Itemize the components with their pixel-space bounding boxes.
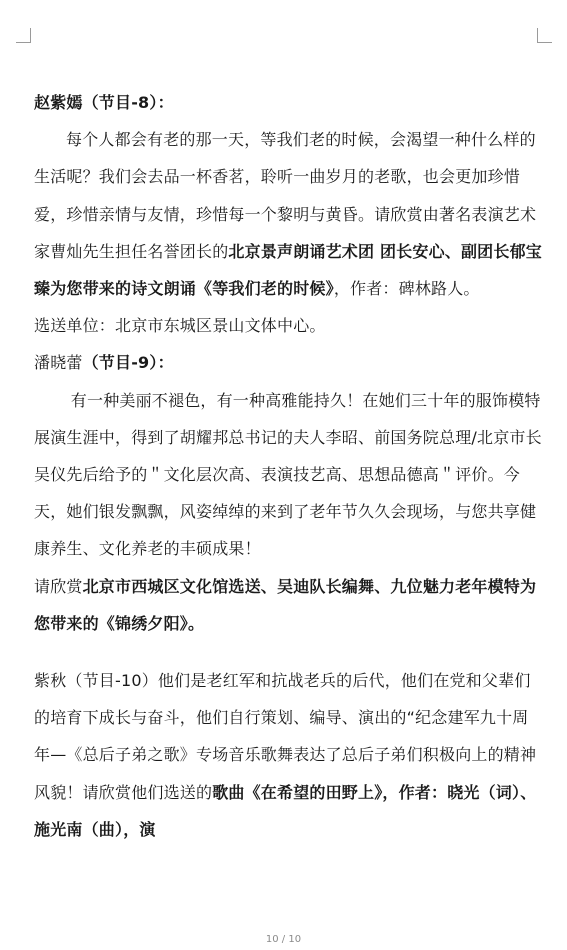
presenter-name: 潘晓蕾 (34, 353, 83, 373)
paragraph-text: 每个人都会有老的那一天，等我们老的时候，会渴望一种什么样的生活呢？我们会去品一杯香茗，聆听一曲岁月的老歌，也会更加珍惜爱，珍惜亲情与友情，珍惜每一个黎明与黄昏。请欣赏由著名表演艺术家曹灿先生担任名誉团长的 (34, 130, 537, 261)
program-label: （节目-9）： (82, 353, 174, 373)
invite-prefix: 请欣赏 (34, 576, 83, 596)
page-number-indicator: 10 / 10 (265, 934, 302, 945)
submitting-unit-line: 选送单位：北京市东城区景山文体中心。 (34, 316, 326, 336)
invite-bold-text: 北京市西城区文化馆选送、吴迪队长编舞、九位魅力老年模特为您带来的《锦绣夕阳》。 (34, 576, 537, 633)
paragraph-bold-text: 北京景声朗诵艺术团 团长安心、副团长郁宝臻为您带来的诗文朗诵《等我们老的时候》 (34, 241, 542, 299)
paragraph-text: 紫秋（节目-10）他们是老红军和抗战老兵的后代，他们在党和父辈们的培育下成长与奋斗，他们自行策划、编导、演出的“纪念建军九十周年—《总后子弟之歌》专场音乐歌舞表达了总后子弟们积极向上的精神风貌！请欣赏他们选送的 (34, 671, 537, 802)
paragraph-program-10 (34, 662, 544, 848)
paragraph-program-9-invite (34, 568, 544, 642)
paragraph-program-8-intro (34, 121, 544, 307)
paragraph-bold-text: 歌曲《在希望的田野上》，作者：晓光（词）、施光南（曲），演 (34, 782, 537, 839)
paragraph-program-9-intro: 有一种美丽不褪色，有一种高雅能持久！在她们三十年的服饰模特展演生涯中，得到了胡耀邦总书记的夫人李昭、前国务院总理/北京市长吴仪先后给予的＂文化层次高、表演技艺高、思想品德高＂评价。今天，她们银发飘飘，风姿绰绰的来到了老年节久久会现场，与您共享健康养生、文化养老的丰硕成果！ (34, 390, 542, 559)
document-body (34, 84, 544, 848)
crop-mark-top-right (537, 28, 552, 43)
paragraph-author-text: ，作者：碑林路人。 (333, 279, 480, 299)
crop-mark-top-left (16, 28, 31, 43)
section-heading-program-9 (34, 344, 544, 381)
section-heading-program-8: 赵紫嫣（节目-8）： (34, 93, 174, 112)
